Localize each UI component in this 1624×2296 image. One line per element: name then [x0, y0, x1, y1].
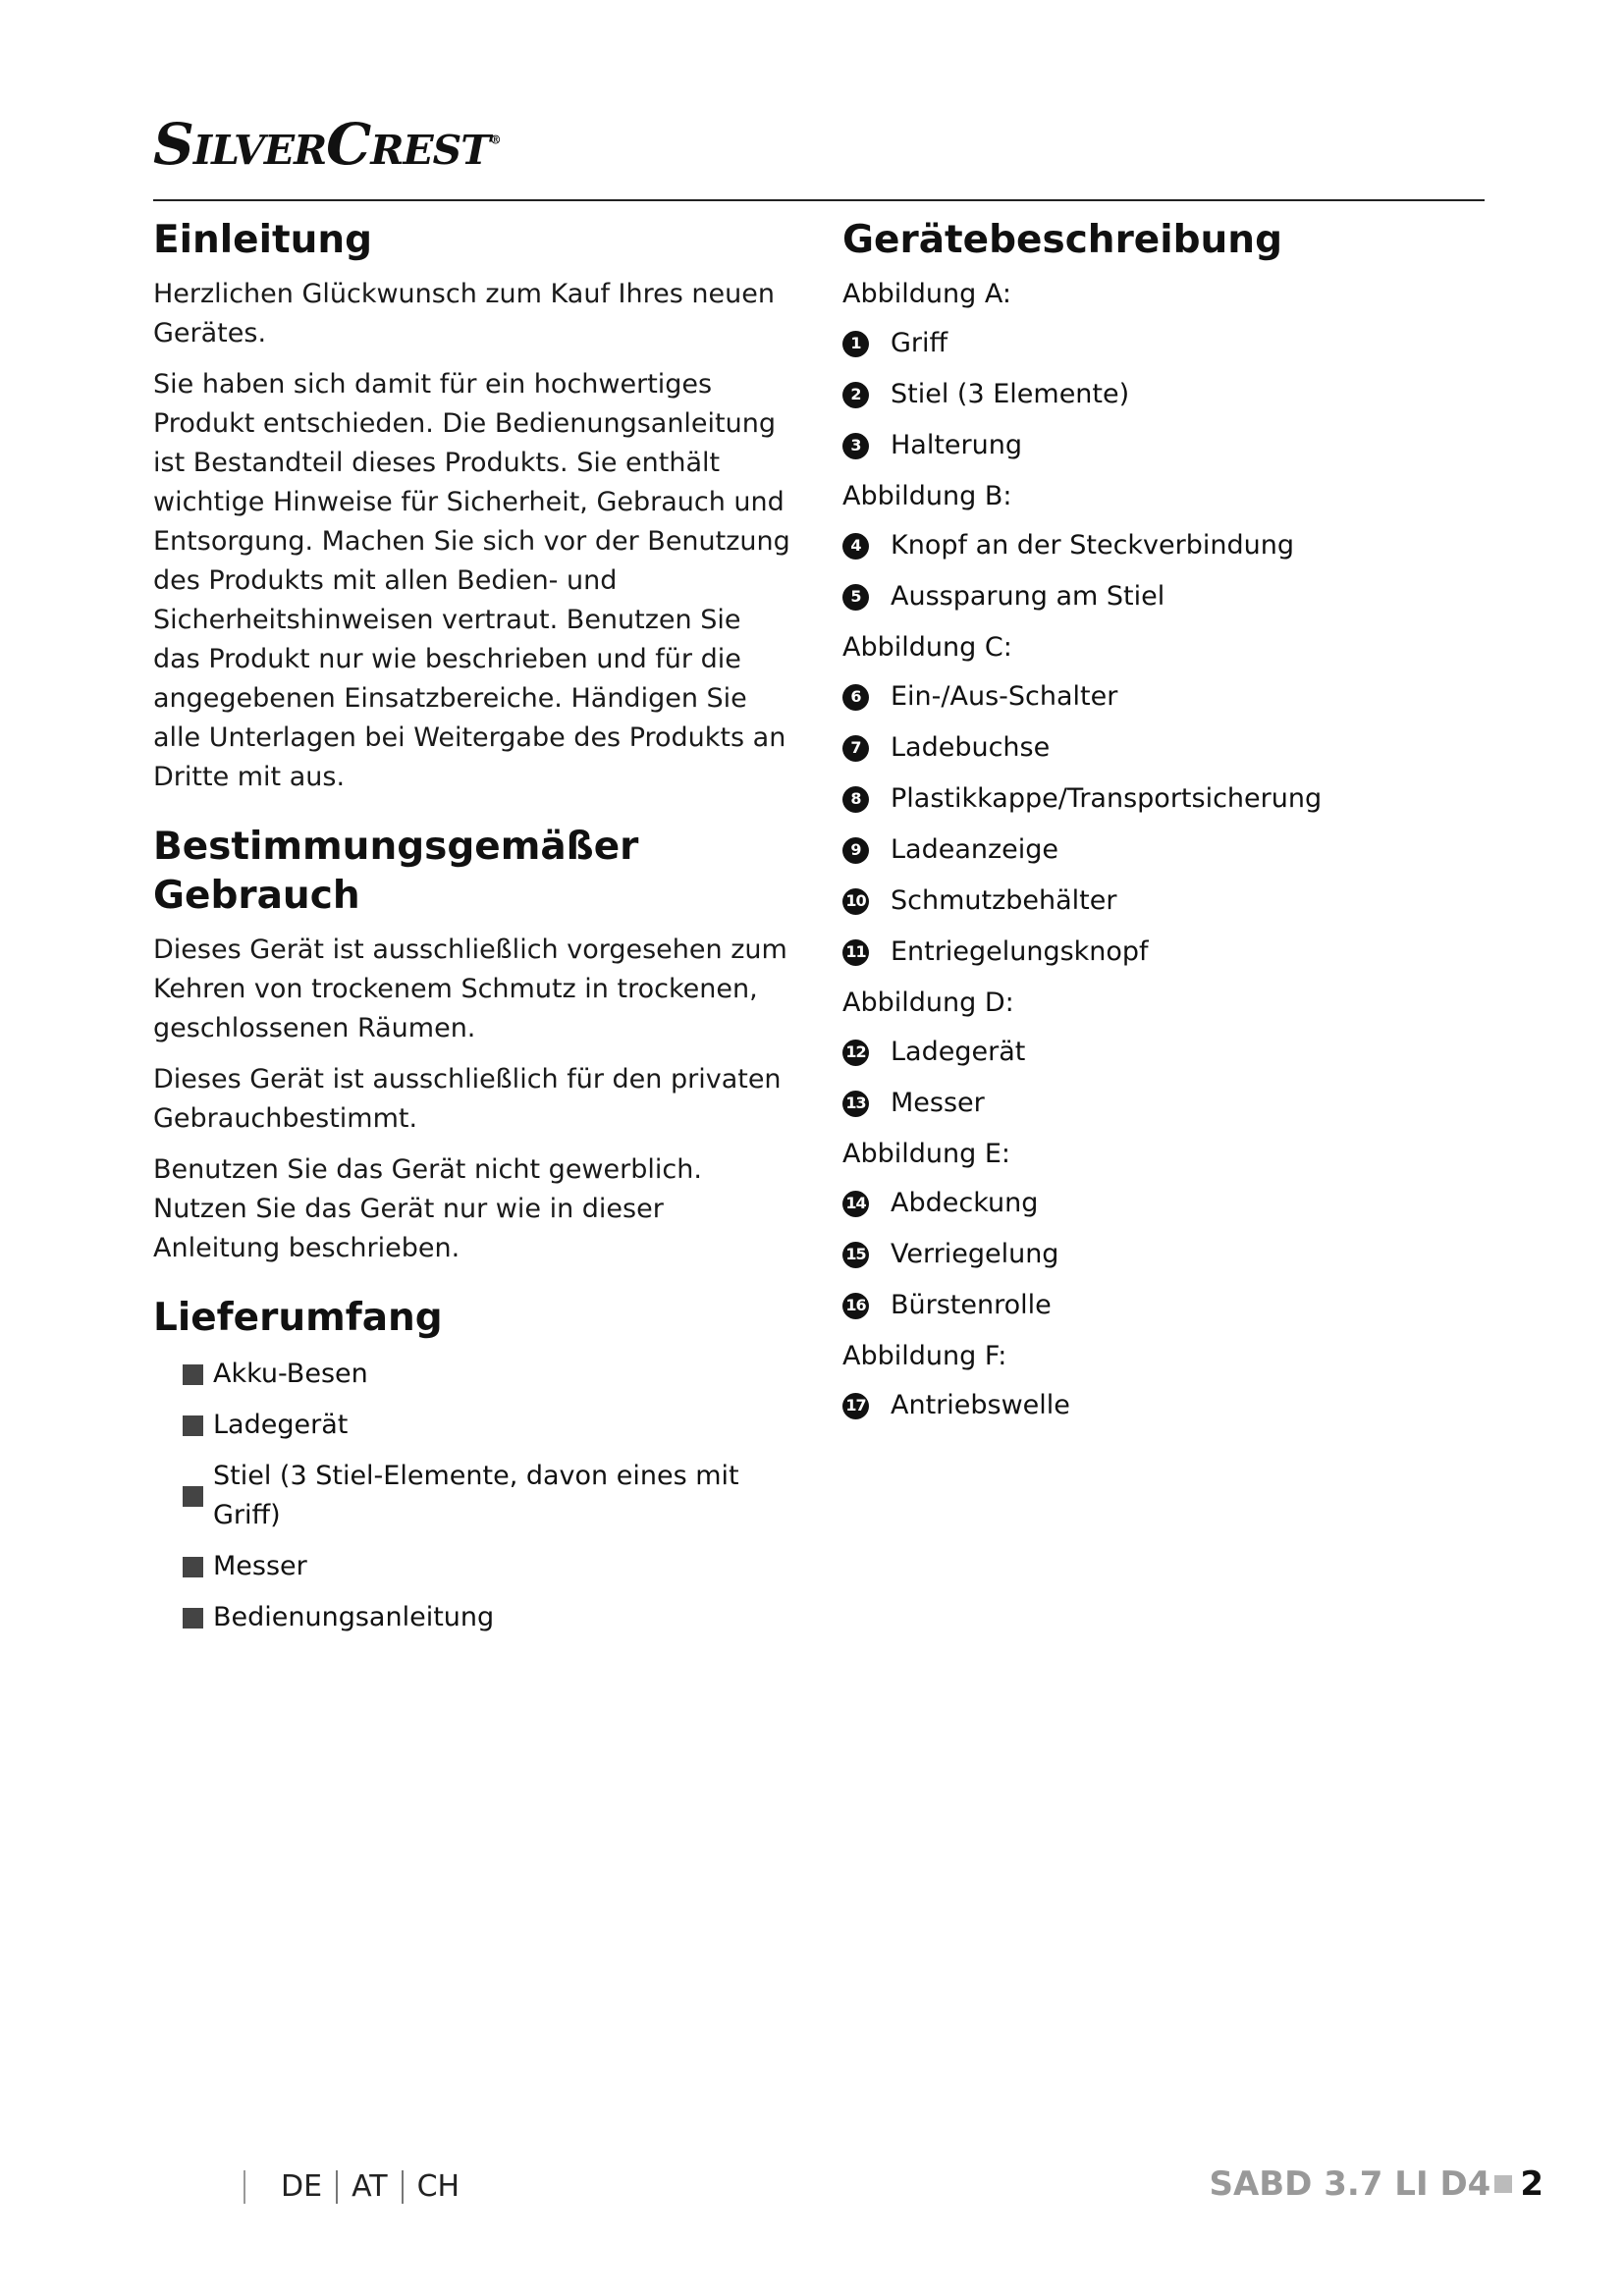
number-badge-icon: 11: [842, 939, 869, 966]
scope-list: [183, 1355, 791, 1637]
part-item: 13 Messer: [842, 1084, 1481, 1123]
number-badge-icon: 4: [842, 533, 869, 560]
figure-label-b: Abbildung B:: [842, 481, 1012, 511]
number-badge-icon: 14: [842, 1191, 869, 1217]
part-item: 8 Plastikkappe/Transportsicherung: [842, 779, 1481, 819]
number-badge-icon: 17: [842, 1393, 869, 1419]
model-number: SABD 3.7 LI D4: [1209, 2164, 1491, 2204]
section-scope-of-delivery: [153, 1294, 791, 1637]
usage-paragraph-3: Benutzen Sie das Gerät nicht gewerblich. Nutzen Sie das Gerät nur wie in dieser Anleitung beschrieben.: [153, 1154, 702, 1263]
brand-logo: SilverCrest®: [153, 111, 501, 178]
part-item: 6 Ein-/Aus-Schalter: [842, 677, 1481, 717]
heading-intended-use: Bestimmungsgemäßer Gebrauch: [153, 825, 639, 918]
heading-device-description: Gerätebeschreibung: [842, 218, 1282, 262]
footer-divider: [336, 2170, 338, 2204]
square-bullet-icon: [183, 1608, 203, 1629]
lang-ch: CH: [416, 2169, 460, 2204]
number-badge-icon: 15: [842, 1242, 869, 1268]
footer-languages: [244, 2169, 460, 2204]
part-item: 5 Aussparung am Stiel: [842, 577, 1481, 616]
number-badge-icon: 2: [842, 382, 869, 408]
number-badge-icon: 5: [842, 584, 869, 611]
part-item: 11 Entriegelungsknopf: [842, 933, 1481, 972]
part-item: 1 Griff: [842, 324, 1481, 363]
intro-paragraph-2: Sie haben sich damit für ein hochwertiges Produkt entschieden. Die Bedienungsanleitung ist Bestandteil dieses Produkts. Sie enthält wichtige Hinweise für Sicherheit, Gebrauch und Entsorgung. Machen Sie sich vor der Benutzung des Produkts mit allen Bedien- und Sicherheitshinweisen vertraut. Benutzen Sie das Produkt nur wie beschrieben und für die angegebenen Einsatzbereiche. Händigen Sie alle Unterlagen bei Weitergabe des Produkts an Dritte mit aus.: [153, 369, 790, 792]
page-number: 2: [1520, 2164, 1543, 2204]
part-item: 10 Schmutzbehälter: [842, 881, 1481, 921]
list-item: Akku-Besen: [183, 1355, 791, 1394]
list-item: Stiel (3 Stiel-Elemente, davon eines mit Griff): [183, 1457, 791, 1535]
part-item: 4 Knopf an der Steckverbindung: [842, 526, 1481, 565]
footer-divider: [402, 2170, 404, 2204]
lang-de: DE: [281, 2169, 323, 2204]
part-item: 15 Verriegelung: [842, 1235, 1481, 1274]
figure-label-a: Abbildung A:: [842, 279, 1011, 309]
number-badge-icon: 6: [842, 684, 869, 711]
section-intended-use: [153, 823, 791, 1268]
list-item: Ladegerät: [183, 1406, 791, 1445]
part-item: 14 Abdeckung: [842, 1184, 1481, 1223]
number-badge-icon: 10: [842, 888, 869, 915]
list-item: Messer: [183, 1547, 791, 1586]
number-badge-icon: 9: [842, 837, 869, 864]
footer-model-page: [1209, 2164, 1543, 2204]
part-item: 9 Ladeanzeige: [842, 830, 1481, 870]
number-badge-icon: 8: [842, 786, 869, 813]
square-bullet-icon: [183, 1557, 203, 1577]
figure-label-f: Abbildung F:: [842, 1341, 1007, 1371]
part-item: 12 Ladegerät: [842, 1033, 1481, 1072]
part-item: 16 Bürstenrolle: [842, 1286, 1481, 1325]
intro-paragraph-1: Herzlichen Glückwunsch zum Kauf Ihres neuen Gerätes.: [153, 279, 775, 348]
header-rule: [153, 199, 1485, 201]
lang-at: AT: [352, 2169, 388, 2204]
square-bullet-icon: [183, 1415, 203, 1436]
section-introduction: [153, 216, 791, 797]
number-badge-icon: 7: [842, 735, 869, 762]
square-bullet-icon: [183, 1364, 203, 1385]
list-item: Bedienungsanleitung: [183, 1598, 791, 1637]
left-column: [153, 216, 791, 1663]
right-column: [842, 216, 1481, 1437]
part-item: 2 Stiel (3 Elemente): [842, 375, 1481, 414]
part-item: 17 Antriebswelle: [842, 1386, 1481, 1425]
usage-paragraph-2: Dieses Gerät ist ausschließlich für den privaten Gebrauchbestimmt.: [153, 1064, 782, 1134]
part-item: 7 Ladebuchse: [842, 728, 1481, 768]
figure-label-d: Abbildung D:: [842, 988, 1014, 1018]
number-badge-icon: 16: [842, 1293, 869, 1319]
number-badge-icon: 3: [842, 433, 869, 459]
number-badge-icon: 13: [842, 1091, 869, 1117]
figure-label-e: Abbildung E:: [842, 1139, 1010, 1169]
usage-paragraph-1: Dieses Gerät ist ausschließlich vorgesehen zum Kehren von trockenem Schmutz in trockenen, geschlossenen Räumen.: [153, 934, 787, 1043]
heading-scope-of-delivery: Lieferumfang: [153, 1296, 443, 1340]
footer-divider: [244, 2170, 245, 2204]
square-bullet-icon: [183, 1486, 203, 1507]
heading-introduction: Einleitung: [153, 218, 373, 262]
figure-label-c: Abbildung C:: [842, 632, 1012, 663]
square-marker-icon: [1494, 2175, 1512, 2193]
number-badge-icon: 1: [842, 331, 869, 357]
part-item: 3 Halterung: [842, 426, 1481, 465]
number-badge-icon: 12: [842, 1040, 869, 1066]
